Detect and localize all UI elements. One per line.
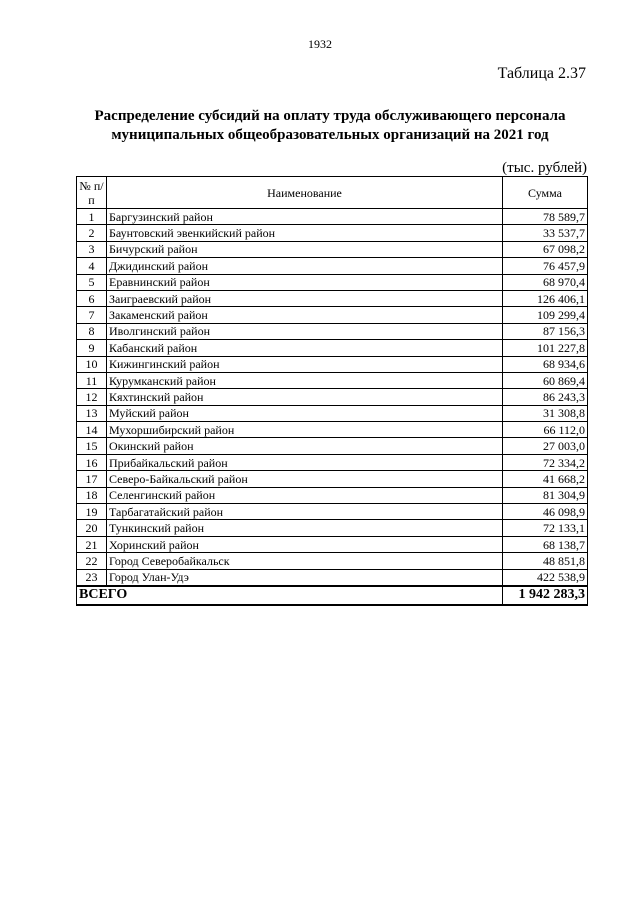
row-num: 9 <box>77 340 107 356</box>
units-note: (тыс. рублей) <box>502 160 587 176</box>
row-name: Бичурский район <box>107 241 503 257</box>
table-row <box>77 274 588 290</box>
row-num: 15 <box>77 438 107 454</box>
row-name: Еравнинский район <box>107 274 503 290</box>
row-sum: 72 334,2 <box>503 454 588 470</box>
row-num: 2 <box>77 225 107 241</box>
row-num: 21 <box>77 536 107 552</box>
row-sum: 33 537,7 <box>503 225 588 241</box>
table-row <box>77 323 588 339</box>
header-num: № п/п <box>77 177 107 209</box>
table-row <box>77 520 588 536</box>
row-sum: 76 457,9 <box>503 258 588 274</box>
row-name: Город Улан-Удэ <box>107 569 503 586</box>
table-row <box>77 389 588 405</box>
row-num: 3 <box>77 241 107 257</box>
row-num: 13 <box>77 405 107 421</box>
row-sum: 68 970,4 <box>503 274 588 290</box>
row-num: 14 <box>77 422 107 438</box>
row-num: 22 <box>77 553 107 569</box>
row-name: Закаменский район <box>107 307 503 323</box>
row-num: 1 <box>77 209 107 225</box>
row-name: Кабанский район <box>107 340 503 356</box>
row-num: 11 <box>77 372 107 388</box>
row-num: 23 <box>77 569 107 586</box>
row-name: Тункинский район <box>107 520 503 536</box>
header-sum: Сумма <box>503 177 588 209</box>
row-num: 5 <box>77 274 107 290</box>
row-sum: 126 406,1 <box>503 290 588 306</box>
row-num: 4 <box>77 258 107 274</box>
table-row <box>77 536 588 552</box>
table-row <box>77 569 588 586</box>
row-sum: 67 098,2 <box>503 241 588 257</box>
row-name: Кяхтинский район <box>107 389 503 405</box>
table-row <box>77 422 588 438</box>
row-sum: 81 304,9 <box>503 487 588 503</box>
row-num: 19 <box>77 504 107 520</box>
row-sum: 68 934,6 <box>503 356 588 372</box>
row-sum: 41 668,2 <box>503 471 588 487</box>
row-sum: 46 098,9 <box>503 504 588 520</box>
row-sum: 31 308,8 <box>503 405 588 421</box>
row-sum: 109 299,4 <box>503 307 588 323</box>
table-row <box>77 356 588 372</box>
row-name: Хоринский район <box>107 536 503 552</box>
subsidy-table <box>76 176 588 606</box>
table-row <box>77 241 588 257</box>
table-row <box>77 209 588 225</box>
row-sum: 101 227,8 <box>503 340 588 356</box>
table-header-row <box>77 177 588 209</box>
table-label: Таблица 2.37 <box>497 65 586 82</box>
table-row <box>77 454 588 470</box>
row-num: 16 <box>77 454 107 470</box>
title-line-1: Распределение субсидий на оплату труда обслуживающего персонала <box>94 108 566 124</box>
table-row <box>77 405 588 421</box>
row-num: 6 <box>77 290 107 306</box>
table-title <box>70 107 590 145</box>
table-row <box>77 225 588 241</box>
row-sum: 422 538,9 <box>503 569 588 586</box>
row-name: Селенгинский район <box>107 487 503 503</box>
total-sum: 1 942 283,3 <box>503 586 588 605</box>
row-sum: 48 851,8 <box>503 553 588 569</box>
table-row <box>77 372 588 388</box>
row-name: Муйский район <box>107 405 503 421</box>
header-name: Наименование <box>107 177 503 209</box>
row-name: Курумканский район <box>107 372 503 388</box>
row-sum: 78 589,7 <box>503 209 588 225</box>
row-name: Тарбагатайский район <box>107 504 503 520</box>
row-num: 7 <box>77 307 107 323</box>
row-name: Баунтовский эвенкийский район <box>107 225 503 241</box>
table-row <box>77 504 588 520</box>
row-name: Иволгинский район <box>107 323 503 339</box>
table-row <box>77 290 588 306</box>
total-label: ВСЕГО <box>77 586 503 605</box>
row-name: Город Северобайкальск <box>107 553 503 569</box>
row-name: Северо-Байкальский район <box>107 471 503 487</box>
row-name: Мухоршибирский район <box>107 422 503 438</box>
row-name: Окинский район <box>107 438 503 454</box>
row-name: Кижингинский район <box>107 356 503 372</box>
row-name: Джидинский район <box>107 258 503 274</box>
row-num: 20 <box>77 520 107 536</box>
table-row <box>77 438 588 454</box>
row-sum: 86 243,3 <box>503 389 588 405</box>
row-sum: 27 003,0 <box>503 438 588 454</box>
row-name: Прибайкальский район <box>107 454 503 470</box>
row-name: Заиграевский район <box>107 290 503 306</box>
row-num: 8 <box>77 323 107 339</box>
title-line-2: муниципальных общеобразовательных организаций на 2021 год <box>111 127 549 143</box>
row-sum: 66 112,0 <box>503 422 588 438</box>
table-row <box>77 487 588 503</box>
row-sum: 72 133,1 <box>503 520 588 536</box>
table-row <box>77 340 588 356</box>
row-num: 18 <box>77 487 107 503</box>
row-sum: 60 869,4 <box>503 372 588 388</box>
row-sum: 68 138,7 <box>503 536 588 552</box>
row-sum: 87 156,3 <box>503 323 588 339</box>
table-row <box>77 258 588 274</box>
row-num: 17 <box>77 471 107 487</box>
table-row <box>77 471 588 487</box>
page-number: 1932 <box>308 37 332 51</box>
table-row <box>77 307 588 323</box>
row-num: 12 <box>77 389 107 405</box>
row-num: 10 <box>77 356 107 372</box>
row-name: Баргузинский район <box>107 209 503 225</box>
total-row <box>77 586 588 605</box>
table-row <box>77 553 588 569</box>
